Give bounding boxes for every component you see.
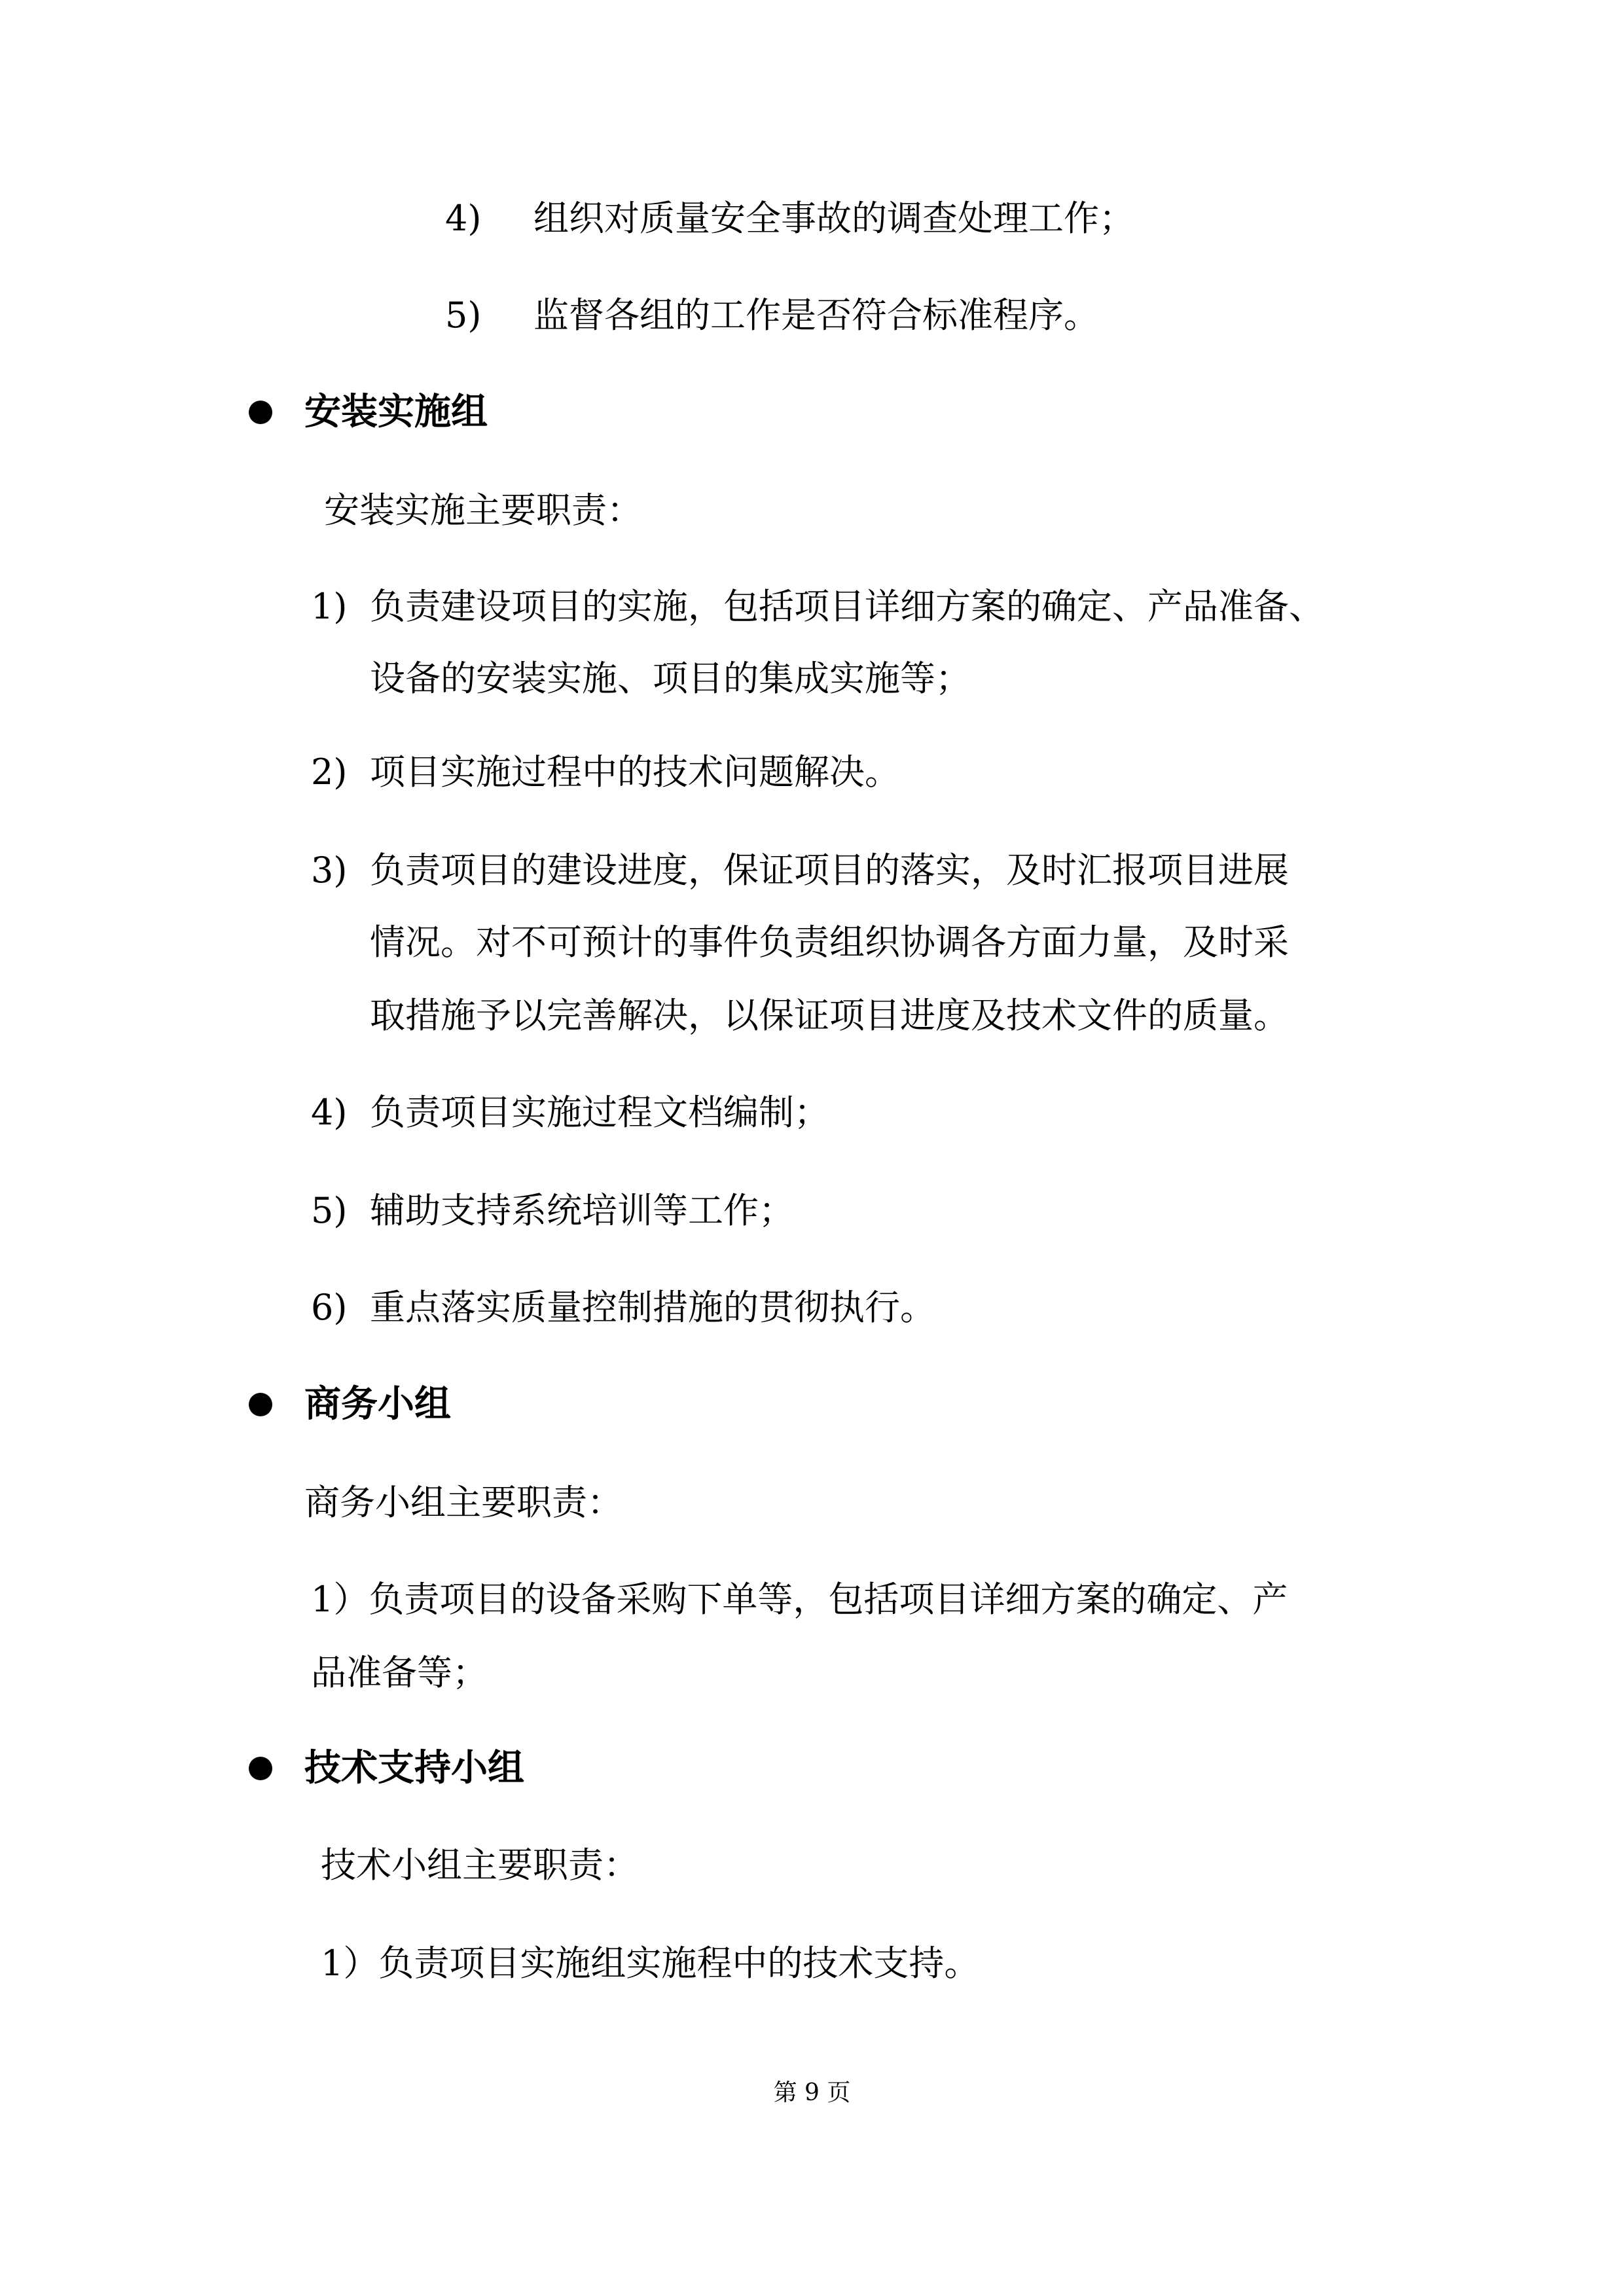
list-number: 2): [311, 751, 348, 793]
list-item-text: 监督各组的工作是否符合标准程序。: [533, 295, 1099, 336]
list-item-text: 重点落实质量控制措施的贯彻执行。: [370, 1287, 935, 1328]
list-item-text: 负责项目实施过程文档编制；: [370, 1092, 829, 1133]
section-heading-business: 商务小组: [304, 1383, 451, 1426]
list-item-text: 1）负责项目的设备采购下单等，包括项目详细方案的确定、产: [311, 1579, 1288, 1620]
bullet-icon: [249, 1393, 272, 1416]
list-number: 5): [445, 295, 482, 336]
section-intro: 技术小组主要职责：: [321, 1844, 639, 1886]
list-item-text: 设备的安装实施、项目的集成实施等；: [370, 658, 971, 699]
section-intro: 安装实施主要职责：: [324, 490, 642, 531]
section-intro: 商务小组主要职责：: [304, 1482, 623, 1523]
list-item-text: 品准备等；: [311, 1652, 488, 1693]
list-item-text: 情况。对不可预计的事件负责组织协调各方面力量，及时采: [370, 922, 1289, 963]
list-number: 4): [311, 1092, 348, 1133]
section-heading-tech: 技术支持小组: [304, 1747, 524, 1789]
list-number: 6): [311, 1287, 348, 1328]
list-number: 3): [311, 850, 348, 891]
bullet-icon: [249, 401, 272, 424]
list-item-text: 辅助支持系统培训等工作；: [370, 1190, 794, 1231]
list-item-text: 负责建设项目的实施，包括项目详细方案的确定、产品准备、: [370, 586, 1324, 627]
list-item-text: 组织对质量安全事故的调查处理工作；: [533, 198, 1134, 239]
bullet-icon: [249, 1757, 272, 1780]
list-item-text: 负责项目的建设进度，保证项目的落实，及时汇报项目进展: [370, 850, 1289, 891]
list-item-text: 1）负责项目实施组实施程中的技术支持。: [321, 1943, 980, 1984]
list-number: 1): [311, 586, 348, 627]
list-item-text: 项目实施过程中的技术问题解决。: [370, 751, 900, 793]
page-number: 第 9 页: [773, 2079, 851, 2106]
list-number: 5): [311, 1190, 348, 1231]
list-number: 4): [445, 198, 482, 239]
list-item-text: 取措施予以完善解决，以保证项目进度及技术文件的质量。: [370, 995, 1289, 1036]
section-heading-install: 安装实施组: [304, 391, 488, 433]
